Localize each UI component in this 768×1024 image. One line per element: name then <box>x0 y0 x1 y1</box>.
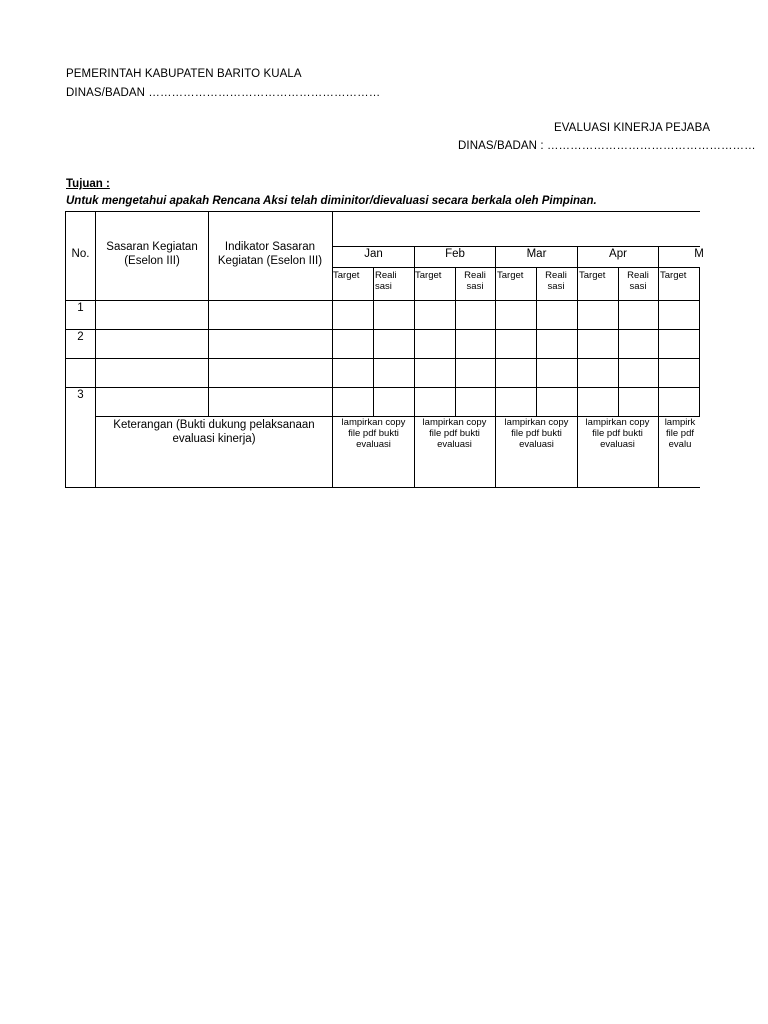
feb-target-divider <box>455 267 456 417</box>
row-line-4 <box>65 387 700 388</box>
row-number-1: 1 <box>77 302 84 314</box>
jan-feb-divider <box>414 246 415 488</box>
month-apr: Apr <box>609 248 627 260</box>
evaluation-title: EVALUASI KINERJA PEJABA <box>554 122 711 134</box>
apr-target-divider <box>618 267 619 417</box>
feb-mar-divider <box>495 246 496 488</box>
jan-target-divider <box>373 267 374 417</box>
column-header-indikator: Indikator Sasaran Kegiatan (Eselon III) <box>217 241 323 267</box>
apr-target-header: Target <box>579 270 606 281</box>
feb-lampiran-note: lampirkan copy file pdf bukti evaluasi <box>422 417 487 450</box>
organization-name: PEMERINTAH KABUPATEN BARITO KUALA <box>66 68 302 80</box>
subheader-top-line <box>332 267 700 268</box>
mar-apr-divider <box>577 246 578 488</box>
month-jan: Jan <box>364 248 383 260</box>
row-line-2 <box>65 329 700 330</box>
feb-realisasi-header: Reali sasi <box>464 270 486 292</box>
row-number-3: 3 <box>77 389 84 401</box>
keterangan-label: Keterangan (Bukti dukung pelaksanaan evaluasi kinerja) <box>113 419 315 445</box>
mar-target-header: Target <box>497 270 524 281</box>
mar-realisasi-header: Reali sasi <box>545 270 567 292</box>
jan-target-header: Target <box>333 270 360 281</box>
row-line-3 <box>65 358 700 359</box>
jan-lampiran-note: lampirkan copy file pdf bukti evaluasi <box>341 417 406 450</box>
dinas-badan-line: DINAS/BADAN …………………………………………………… <box>66 87 381 99</box>
apr-lampiran-note: lampirkan copy file pdf bukti evaluasi <box>585 417 650 450</box>
apr-realisasi-header: Reali sasi <box>627 270 649 292</box>
month-header-top-line <box>332 246 700 247</box>
row-line-1 <box>65 300 700 301</box>
no-column-divider <box>95 211 96 488</box>
feb-target-header: Target <box>415 270 442 281</box>
may-target-header: Target <box>660 270 687 281</box>
jan-realisasi-header: Reali sasi <box>375 270 397 292</box>
column-header-sasaran: Sasaran Kegiatan (Eselon III) <box>106 241 198 267</box>
column-header-no: No. <box>71 248 90 260</box>
tujuan-text: Untuk mengetahui apakah Rencana Aksi telah diminitor/dievaluasi secara berkala oleh Pimpinan. <box>66 195 597 207</box>
may-lampiran-note-partial: lampirk file pdf evalu <box>664 418 696 450</box>
sasaran-column-divider <box>208 211 209 417</box>
apr-may-divider <box>658 246 659 488</box>
evaluation-dinas-line: DINAS/BADAN : ……………………………………………… <box>458 140 756 152</box>
table-border-bottom <box>65 487 700 488</box>
may-target-divider <box>699 267 700 417</box>
month-feb: Feb <box>445 248 465 260</box>
month-may-partial: M <box>694 248 704 260</box>
tujuan-label: Tujuan : <box>66 178 110 190</box>
table-border-top <box>65 211 700 212</box>
mar-target-divider <box>536 267 537 417</box>
mar-lampiran-note: lampirkan copy file pdf bukti evaluasi <box>504 417 569 450</box>
month-mar: Mar <box>526 248 547 260</box>
row-number-2: 2 <box>77 331 84 343</box>
